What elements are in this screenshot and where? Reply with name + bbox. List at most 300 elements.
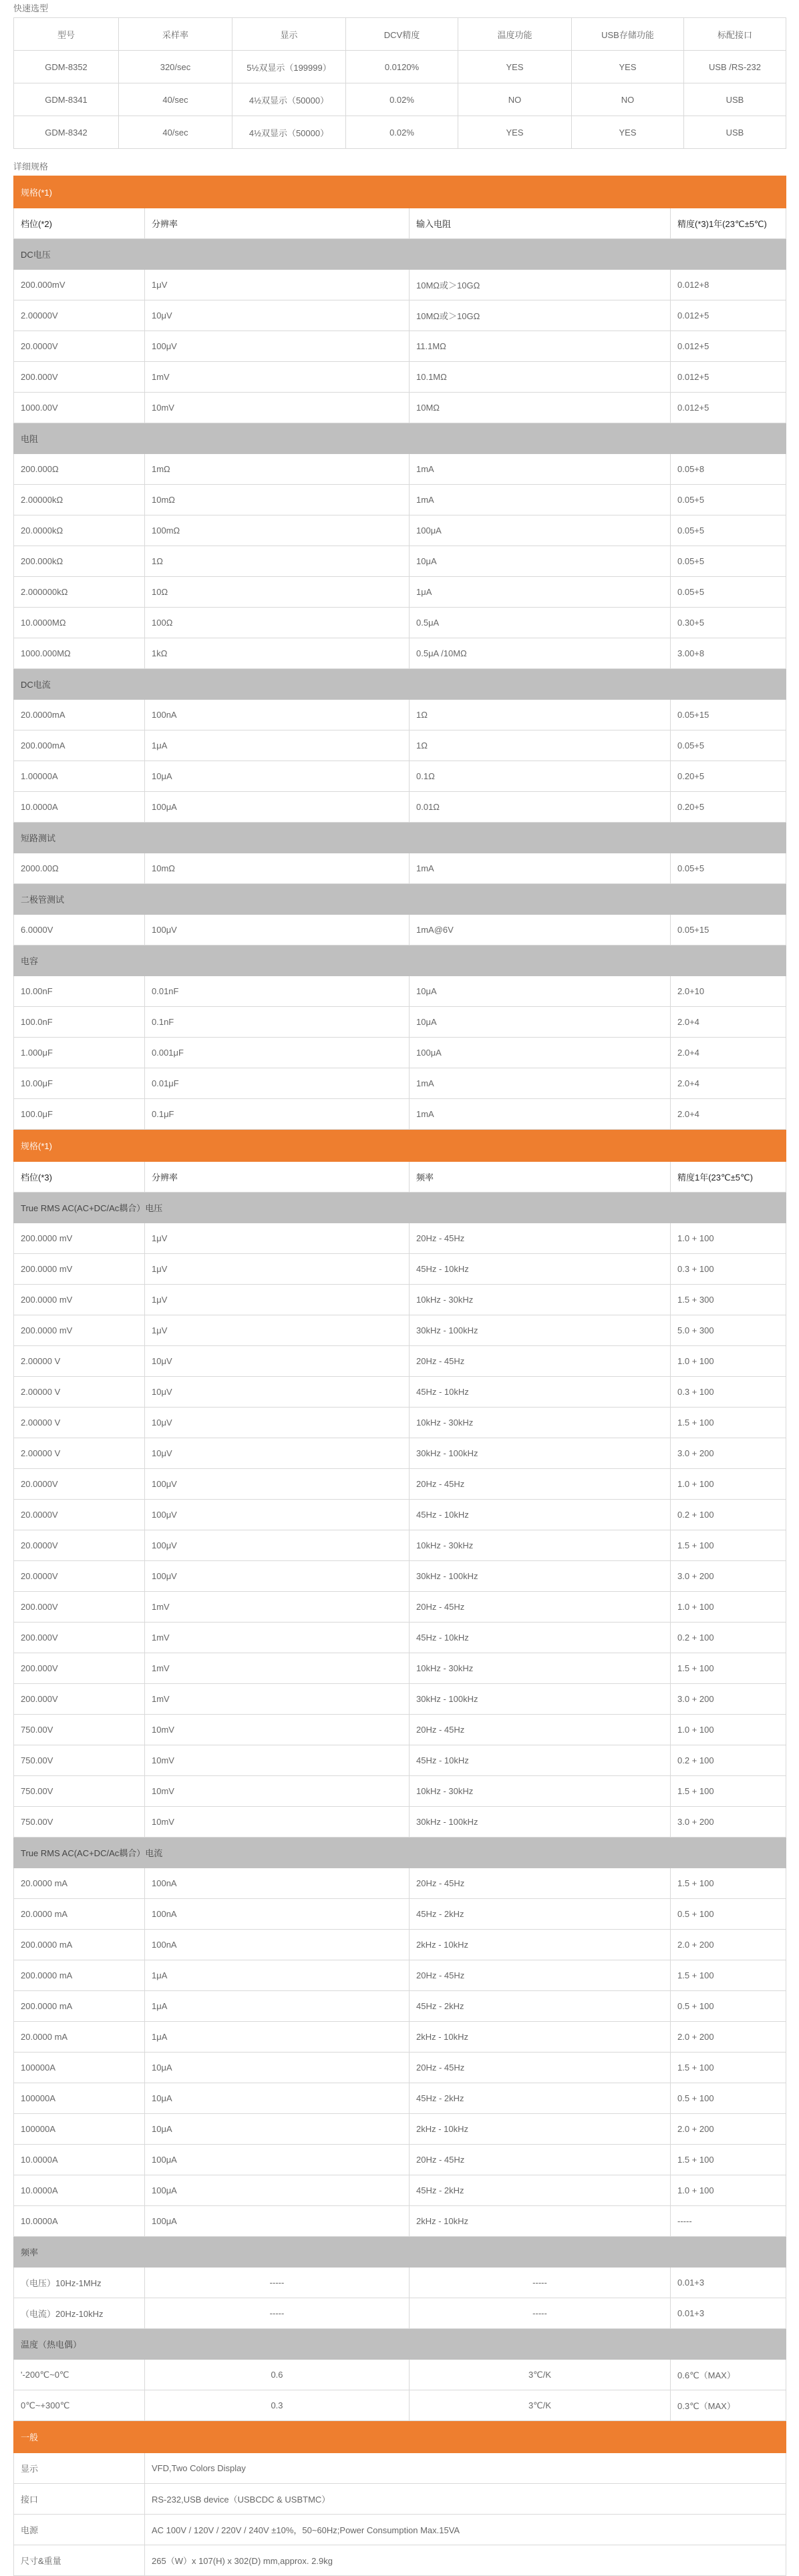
- table-cell: 10kHz - 30kHz: [410, 1408, 671, 1438]
- table-row: [14, 2390, 786, 2421]
- table-cell: 750.00V: [14, 1807, 145, 1838]
- table-cell: 0.01Ω: [410, 792, 671, 823]
- table-cell: 200.000V: [14, 1623, 145, 1653]
- table-cell: 45Hz - 2kHz: [410, 2083, 671, 2114]
- table-cell: 100.0μF: [14, 1099, 145, 1130]
- table-row: [14, 1346, 786, 1377]
- table-cell: 2.0 + 200: [671, 2114, 786, 2145]
- table-row: [14, 1930, 786, 1960]
- table-cell: -----: [671, 2206, 786, 2237]
- category-row: [14, 1838, 786, 1868]
- category-row: [14, 239, 786, 270]
- table-cell: 100μV: [145, 331, 410, 362]
- table-cell: 0.001μF: [145, 1038, 410, 1068]
- table-cell: 1.0 + 100: [671, 1592, 786, 1623]
- table-cell: 2.0 + 200: [671, 2022, 786, 2053]
- table-cell: USB: [684, 116, 786, 149]
- table-cell: 10kHz - 30kHz: [410, 1776, 671, 1807]
- column-header: 型号: [14, 18, 119, 51]
- table-cell: 2kHz - 10kHz: [410, 2206, 671, 2237]
- table-cell: 200.0000 mV: [14, 1285, 145, 1315]
- table-cell: 10MΩ: [410, 393, 671, 423]
- table-cell: 10.0000A: [14, 792, 145, 823]
- table-cell: 4½双显示（50000）: [232, 83, 346, 116]
- table-cell: 0.30+5: [671, 608, 786, 638]
- table-cell: 0.6: [145, 2360, 410, 2390]
- column-header: 输入电阻: [410, 208, 671, 239]
- table-row: [14, 638, 786, 669]
- table-cell: NO: [572, 83, 684, 116]
- table-cell: 10kHz - 30kHz: [410, 1530, 671, 1561]
- table-row: [14, 1223, 786, 1254]
- table-cell: 1μV: [145, 1254, 410, 1285]
- table-cell: 1mV: [145, 1592, 410, 1623]
- table-cell: 10mV: [145, 1715, 410, 1745]
- table-cell: 1mA: [410, 1099, 671, 1130]
- table-cell: 100μA: [145, 792, 410, 823]
- table-cell: NO: [458, 83, 572, 116]
- table-cell: 20.0000V: [14, 331, 145, 362]
- table-row: [14, 976, 786, 1007]
- table-cell: 30kHz - 100kHz: [410, 1807, 671, 1838]
- table-cell: 100μA: [410, 515, 671, 546]
- category-title: DC电流: [14, 669, 786, 700]
- table-cell: 1.0 + 100: [671, 2175, 786, 2206]
- table-cell: 1Ω: [410, 730, 671, 761]
- table-row: [14, 1438, 786, 1469]
- table-cell: 1μV: [145, 1315, 410, 1346]
- table-row: [14, 300, 786, 331]
- column-header: 标配接口: [684, 18, 786, 51]
- table-cell: 100μV: [145, 1561, 410, 1592]
- table-cell: 1mV: [145, 1623, 410, 1653]
- table-cell: 1mA: [410, 1068, 671, 1099]
- table-cell: 200.000Ω: [14, 454, 145, 485]
- table-cell: 2.00000 V: [14, 1408, 145, 1438]
- category-row: [14, 945, 786, 976]
- detail-spec-table: [13, 176, 786, 2576]
- table-row: [14, 1991, 786, 2022]
- table-cell: 1mV: [145, 1653, 410, 1684]
- table-cell: 10.0000A: [14, 2175, 145, 2206]
- table-cell: 10μV: [145, 1377, 410, 1408]
- table-row: [14, 853, 786, 884]
- table-row: [14, 1007, 786, 1038]
- table-cell: 200.0000 mV: [14, 1223, 145, 1254]
- column-header-row: [14, 208, 786, 239]
- table-cell: 45Hz - 10kHz: [410, 1377, 671, 1408]
- table-row: [14, 515, 786, 546]
- general-value: VFD,Two Colors Display: [145, 2453, 786, 2484]
- table-cell: 0.05+8: [671, 454, 786, 485]
- table-cell: 100nA: [145, 700, 410, 730]
- table-cell: 10μA: [145, 2114, 410, 2145]
- table-cell: 2.00000 V: [14, 1346, 145, 1377]
- table-row: [14, 485, 786, 515]
- table-row: [14, 1561, 786, 1592]
- table-cell: 0.05+15: [671, 915, 786, 945]
- table-cell: 20.0000 mA: [14, 1899, 145, 1930]
- table-cell: '-200℃~0℃: [14, 2360, 145, 2390]
- general-value: 265（W）x 107(H) x 302(D) mm,approx. 2.9kg: [145, 2545, 786, 2576]
- table-cell: 10μV: [145, 1438, 410, 1469]
- table-cell: 0.1nF: [145, 1007, 410, 1038]
- table-cell: 10mV: [145, 393, 410, 423]
- table-cell: 1.5 + 100: [671, 2145, 786, 2175]
- table-cell: 30kHz - 100kHz: [410, 1315, 671, 1346]
- table-cell: 20.0000V: [14, 1500, 145, 1530]
- column-header: 分辨率: [145, 1162, 410, 1193]
- table-cell: 20Hz - 45Hz: [410, 1469, 671, 1500]
- table-row: [14, 2206, 786, 2237]
- table-row: [14, 1960, 786, 1991]
- table-cell: 100Ω: [145, 608, 410, 638]
- table-cell: 0.6℃（MAX）: [671, 2360, 786, 2390]
- table-cell: 40/sec: [119, 116, 232, 149]
- table-row: [14, 1899, 786, 1930]
- table-cell: 40/sec: [119, 83, 232, 116]
- table-cell: 100000A: [14, 2053, 145, 2083]
- section-header-row: [14, 176, 786, 208]
- section-title: 一般: [14, 2421, 786, 2453]
- category-row: [14, 2329, 786, 2360]
- table-cell: 100000A: [14, 2114, 145, 2145]
- table-cell: 0.1μF: [145, 1099, 410, 1130]
- table-cell: USB: [684, 83, 786, 116]
- table-cell: 2kHz - 10kHz: [410, 1930, 671, 1960]
- table-cell: 45Hz - 10kHz: [410, 1745, 671, 1776]
- table-cell: 20Hz - 45Hz: [410, 1346, 671, 1377]
- table-cell: 2.00000V: [14, 300, 145, 331]
- table-row: [14, 1068, 786, 1099]
- table-cell: 0.2 + 100: [671, 1745, 786, 1776]
- table-cell: 3℃/K: [410, 2390, 671, 2421]
- table-row: [14, 608, 786, 638]
- table-cell: 3℃/K: [410, 2360, 671, 2390]
- table-cell: 2.0+4: [671, 1068, 786, 1099]
- table-cell: 0.5 + 100: [671, 1991, 786, 2022]
- table-cell: 0.3 + 100: [671, 1254, 786, 1285]
- general-label: 电源: [14, 2515, 145, 2545]
- table-cell: 100nA: [145, 1899, 410, 1930]
- general-label: 接口: [14, 2484, 145, 2515]
- table-row: [14, 2145, 786, 2175]
- category-title: True RMS AC(AC+DC/Ac耦合）电压: [14, 1193, 786, 1223]
- table-cell: 100μA: [145, 2145, 410, 2175]
- table-row: [14, 577, 786, 608]
- table-cell: 2.00000 V: [14, 1438, 145, 1469]
- table-cell: 20.0000 mA: [14, 1868, 145, 1899]
- table-row: [14, 362, 786, 393]
- table-cell: 1kΩ: [145, 638, 410, 669]
- table-cell: 200.000kΩ: [14, 546, 145, 577]
- table-cell: 2kHz - 10kHz: [410, 2114, 671, 2145]
- column-header: DCV精度: [346, 18, 458, 51]
- table-cell: 200.000V: [14, 1592, 145, 1623]
- table-cell: 1Ω: [410, 700, 671, 730]
- table-cell: 0.012+5: [671, 300, 786, 331]
- table-row: [14, 2268, 786, 2298]
- table-cell: 2000.00Ω: [14, 853, 145, 884]
- table-cell: 10μA: [410, 976, 671, 1007]
- section-header-row: [14, 2421, 786, 2453]
- table-cell: 20.0000V: [14, 1561, 145, 1592]
- table-row: [14, 1254, 786, 1285]
- quick-header-row: [14, 18, 786, 51]
- table-cell: 2.0+4: [671, 1007, 786, 1038]
- table-row: [14, 1408, 786, 1438]
- table-cell: 200.0000 mA: [14, 1991, 145, 2022]
- table-cell: 2.0+4: [671, 1038, 786, 1068]
- table-cell: 200.0000 mA: [14, 1930, 145, 1960]
- table-cell: GDM-8341: [14, 83, 119, 116]
- column-header: 温度功能: [458, 18, 572, 51]
- table-row: [14, 1684, 786, 1715]
- table-cell: 3.0 + 200: [671, 1438, 786, 1469]
- table-cell: 10μV: [145, 1346, 410, 1377]
- table-cell: 1000.000MΩ: [14, 638, 145, 669]
- table-cell: 0.05+5: [671, 515, 786, 546]
- table-row: [14, 2053, 786, 2083]
- quick-selection-label: 快速选型: [13, 3, 49, 13]
- table-cell: 1mV: [145, 1684, 410, 1715]
- table-cell: 2.0 + 200: [671, 1930, 786, 1960]
- table-row: [14, 2175, 786, 2206]
- column-header: 采样率: [119, 18, 232, 51]
- table-row: [14, 2114, 786, 2145]
- table-cell: 1.5 + 100: [671, 1408, 786, 1438]
- table-cell: 1.5 + 100: [671, 1530, 786, 1561]
- category-title: DC电压: [14, 239, 786, 270]
- table-cell: 10Ω: [145, 577, 410, 608]
- table-cell: 1mA: [410, 853, 671, 884]
- category-row: [14, 1193, 786, 1223]
- table-cell: 0.01+3: [671, 2298, 786, 2329]
- table-cell: 30kHz - 100kHz: [410, 1684, 671, 1715]
- section-title: 规格(*1): [14, 176, 786, 208]
- table-cell: 1.00000A: [14, 761, 145, 792]
- table-cell: 0℃~+300℃: [14, 2390, 145, 2421]
- table-cell: YES: [572, 116, 684, 149]
- table-cell: 1.5 + 300: [671, 1285, 786, 1315]
- table-cell: 10.00μF: [14, 1068, 145, 1099]
- table-cell: 200.000V: [14, 362, 145, 393]
- column-header: 分辨率: [145, 208, 410, 239]
- table-cell: 0.012+8: [671, 270, 786, 300]
- table-cell: USB /RS-232: [684, 51, 786, 83]
- table-cell: 1mA: [410, 485, 671, 515]
- table-row: [14, 792, 786, 823]
- table-cell: 1mA@6V: [410, 915, 671, 945]
- table-cell: 3.0 + 200: [671, 1684, 786, 1715]
- table-cell: 4½双显示（50000）: [232, 116, 346, 149]
- column-header: 精度1年(23℃±5℃): [671, 1162, 786, 1193]
- category-row: [14, 823, 786, 853]
- general-label: 显示: [14, 2453, 145, 2484]
- table-cell: 20.0000V: [14, 1530, 145, 1561]
- table-cell: 1.0 + 100: [671, 1346, 786, 1377]
- table-cell: 0.5 + 100: [671, 2083, 786, 2114]
- table-cell: 10μA: [410, 1007, 671, 1038]
- column-header: 精度(*3)1年(23℃±5℃): [671, 208, 786, 239]
- table-cell: 10μA: [145, 761, 410, 792]
- table-cell: 10kHz - 30kHz: [410, 1653, 671, 1684]
- table-row: [14, 546, 786, 577]
- table-cell: 100μV: [145, 1500, 410, 1530]
- table-cell: 10μA: [145, 2083, 410, 2114]
- table-cell: 100μV: [145, 1469, 410, 1500]
- table-cell: 20Hz - 45Hz: [410, 1715, 671, 1745]
- table-row: [14, 270, 786, 300]
- table-cell: 3.0 + 200: [671, 1807, 786, 1838]
- table-cell: 10mV: [145, 1807, 410, 1838]
- table-cell: 20Hz - 45Hz: [410, 1960, 671, 1991]
- table-cell: 100μV: [145, 915, 410, 945]
- table-row: [14, 1099, 786, 1130]
- table-row: [14, 393, 786, 423]
- table-cell: 200.0000 mV: [14, 1254, 145, 1285]
- table-cell: 10μV: [145, 1408, 410, 1438]
- table-cell: 750.00V: [14, 1745, 145, 1776]
- column-header: 频率: [410, 1162, 671, 1193]
- table-cell: 100μA: [145, 2206, 410, 2237]
- table-row: [14, 1745, 786, 1776]
- table-row: [14, 1807, 786, 1838]
- table-cell: 0.2 + 100: [671, 1500, 786, 1530]
- table-cell: 20.0000 mA: [14, 2022, 145, 2053]
- section-header-row: [14, 1130, 786, 1162]
- table-cell: 0.20+5: [671, 761, 786, 792]
- table-cell: 0.012+5: [671, 331, 786, 362]
- table-cell: 20.0000kΩ: [14, 515, 145, 546]
- table-cell: 320/sec: [119, 51, 232, 83]
- table-cell: 45Hz - 2kHz: [410, 1899, 671, 1930]
- category-title: True RMS AC(AC+DC/Ac耦合）电流: [14, 1838, 786, 1868]
- table-row: [14, 1653, 786, 1684]
- table-cell: 1.5 + 100: [671, 1868, 786, 1899]
- table-cell: 1.0 + 100: [671, 1469, 786, 1500]
- table-cell: 1.5 + 100: [671, 1960, 786, 1991]
- table-cell: 5.0 + 300: [671, 1315, 786, 1346]
- table-row: [14, 1715, 786, 1745]
- category-title: 电阻: [14, 423, 786, 454]
- table-cell: 10kHz - 30kHz: [410, 1285, 671, 1315]
- column-header: 档位(*3): [14, 1162, 145, 1193]
- table-cell: 0.0120%: [346, 51, 458, 83]
- table-cell: （电流）20Hz-10kHz: [14, 2298, 145, 2329]
- table-cell: 1μA: [145, 1991, 410, 2022]
- table-cell: 100000A: [14, 2083, 145, 2114]
- table-cell: 10.0000A: [14, 2145, 145, 2175]
- table-cell: 0.05+5: [671, 853, 786, 884]
- table-row: [14, 700, 786, 730]
- table-cell: 1.0 + 100: [671, 1223, 786, 1254]
- table-cell: 200.0000 mV: [14, 1315, 145, 1346]
- category-title: 频率: [14, 2237, 786, 2268]
- table-row: [14, 2083, 786, 2114]
- table-cell: 750.00V: [14, 1715, 145, 1745]
- table-cell: 3.0 + 200: [671, 1561, 786, 1592]
- general-row: [14, 2484, 786, 2515]
- table-cell: 5½双显示（199999）: [232, 51, 346, 83]
- table-cell: 1μA: [145, 1960, 410, 1991]
- table-cell: 1μA: [145, 730, 410, 761]
- table-cell: 1mΩ: [145, 454, 410, 485]
- table-cell: 10.0000MΩ: [14, 608, 145, 638]
- category-row: [14, 669, 786, 700]
- table-row: [14, 1530, 786, 1561]
- table-cell: -----: [410, 2268, 671, 2298]
- column-header: 档位(*2): [14, 208, 145, 239]
- table-cell: YES: [458, 51, 572, 83]
- category-row: [14, 884, 786, 915]
- table-cell: 45Hz - 2kHz: [410, 2175, 671, 2206]
- table-cell: -----: [145, 2268, 410, 2298]
- detail-spec-label: 详细规格: [13, 162, 49, 172]
- table-cell: 1μA: [145, 2022, 410, 2053]
- table-cell: 20Hz - 45Hz: [410, 1223, 671, 1254]
- table-cell: 1μA: [410, 577, 671, 608]
- table-cell: 0.02%: [346, 116, 458, 149]
- table-cell: 0.05+5: [671, 485, 786, 515]
- table-row: [14, 2022, 786, 2053]
- table-cell: 100μA: [145, 2175, 410, 2206]
- table-cell: 0.3 + 100: [671, 1377, 786, 1408]
- table-cell: 1μV: [145, 1223, 410, 1254]
- table-cell: 6.0000V: [14, 915, 145, 945]
- table-cell: 1mA: [410, 454, 671, 485]
- table-cell: -----: [145, 2298, 410, 2329]
- category-title: 短路测试: [14, 823, 786, 853]
- table-row: [14, 1038, 786, 1068]
- table-cell: 750.00V: [14, 1776, 145, 1807]
- table-cell: 0.01+3: [671, 2268, 786, 2298]
- table-cell: 200.000V: [14, 1684, 145, 1715]
- table-cell: 1μV: [145, 1285, 410, 1315]
- table-cell: 200.000mV: [14, 270, 145, 300]
- table-cell: 1μV: [145, 270, 410, 300]
- table-cell: 0.01μF: [145, 1068, 410, 1099]
- table-cell: 100μA: [410, 1038, 671, 1068]
- table-cell: 100nA: [145, 1868, 410, 1899]
- table-cell: 200.000V: [14, 1653, 145, 1684]
- table-cell: 1.000μF: [14, 1038, 145, 1068]
- table-cell: YES: [572, 51, 684, 83]
- table-cell: YES: [458, 116, 572, 149]
- table-cell: 0.2 + 100: [671, 1623, 786, 1653]
- table-cell: 10.0000A: [14, 2206, 145, 2237]
- table-row: [14, 83, 786, 116]
- table-cell: 2.0+10: [671, 976, 786, 1007]
- table-row: [14, 1776, 786, 1807]
- table-cell: 10μV: [145, 300, 410, 331]
- column-header-row: [14, 1162, 786, 1193]
- category-title: 温度（热电偶）: [14, 2329, 786, 2360]
- table-cell: 0.20+5: [671, 792, 786, 823]
- column-header: USB存储功能: [572, 18, 684, 51]
- table-cell: 11.1MΩ: [410, 331, 671, 362]
- table-cell: GDM-8352: [14, 51, 119, 83]
- table-cell: 2.00000 V: [14, 1377, 145, 1408]
- table-cell: 10MΩ或＞10GΩ: [410, 300, 671, 331]
- table-row: [14, 1500, 786, 1530]
- table-cell: 2.000000kΩ: [14, 577, 145, 608]
- column-header: 显示: [232, 18, 346, 51]
- general-row: [14, 2545, 786, 2576]
- table-cell: 45Hz - 10kHz: [410, 1623, 671, 1653]
- table-row: [14, 116, 786, 149]
- table-row: [14, 454, 786, 485]
